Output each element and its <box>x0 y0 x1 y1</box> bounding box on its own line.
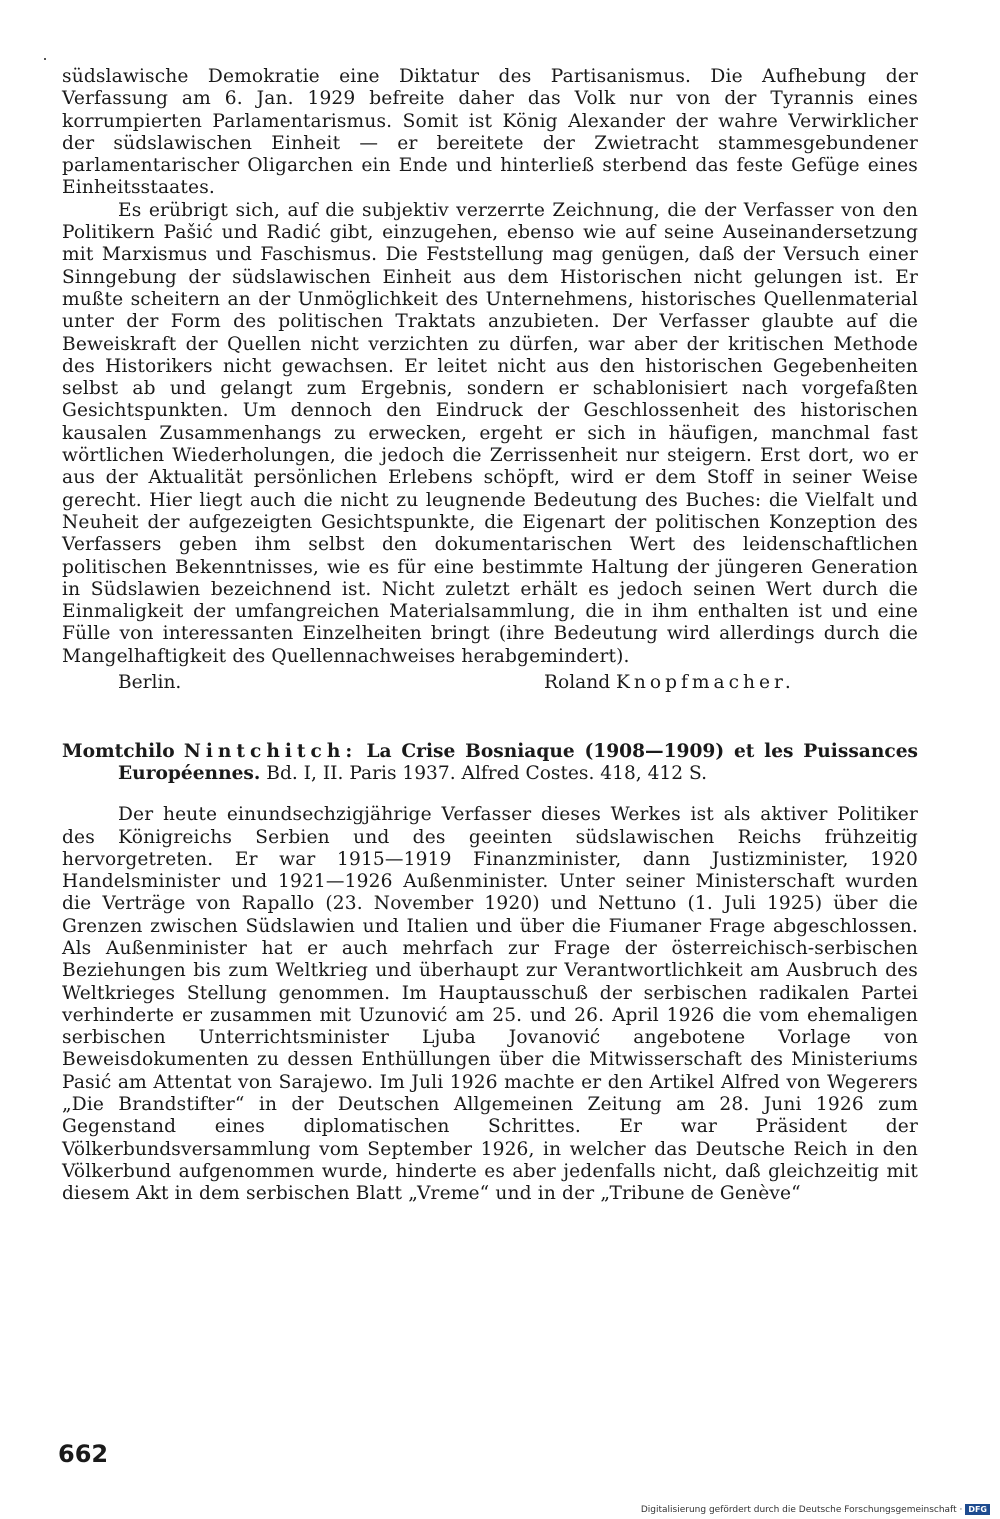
page-content <box>62 66 918 1206</box>
review1-paragraph-2: Es erübrigt sich, auf die subjektiv verzerrte Zeichnung, die der Verfasser von den Politikern Pašić und Radić gibt, einzugehen, ebenso wie auf seine Auseinandersetzung mit Marxismus und Faschismus. Die Feststellung mag genügen, daß der Versuch einer Sinngebung der südslawischen Einheit aus dem Historischen nicht gelungen ist. Er mußte scheitern an der Unmöglichkeit des Unternehmens, historisches Quellenmaterial unter der Form des politischen Traktats anzubieten. Der Verfasser glaubte auf die Beweiskraft der Quellen nicht verzichten zu dürfen, war aber der kritischen Methode des Historikers nicht gewachsen. Er leitet nicht aus den historischen Gegebenheiten selbst ab und gelangt zum Ergebnis, sondern er schablonisiert nach vorgefaßten Gesichtspunkten. Um dennoch den Eindruck der Geschlossenheit des historischen kausalen Zusammenhangs zu erwecken, ergeht er sich in häufigen, manchmal fast wörtlichen Wiederholungen, die jedoch die Zerrissenheit nur steigern. Erst dort, wo er aus der Aktualität persönlichen Erlebens schöpft, wird er dem Stoff in seiner Weise gerecht. Hier liegt auch die nicht zu leugnende Bedeutung des Buches: die Vielfalt und Neuheit der aufgezeigten Gesichtspunkte, die Eigenart der politischen Konzeption des Verfassers geben ihm selbst den dokumentarischen Wert des leidenschaftlichen politischen Bekenntnisses, wie es für eine bestimmte Haltung der jüngeren Generation in Südslawien bezeichnend ist. Nicht zuletzt erhält es jedoch seinen Wert durch die Einmaligkeit der umfangreichen Materialsammlung, die in ihm enthalten ist und eine Fülle von interessanten Einzelheiten bringt (ihre Bedeutung wird allerdings durch die Mangelhaftigkeit des Quellennachweises herabgemindert). <box>62 199 918 667</box>
reviewer-first-name: Roland <box>544 672 611 694</box>
book-author: Momtchilo <box>62 741 175 763</box>
book-author-surname: Nintchitch: <box>183 741 358 763</box>
book-title: La Crise Bosniaque (1908—1909) et les Puissances Européennes. <box>118 741 918 785</box>
review2-heading <box>62 741 918 786</box>
reviewer-last-name: Knopfmacher. <box>616 672 795 694</box>
review1-signature <box>62 668 918 698</box>
scan-speck <box>44 58 46 60</box>
review2-paragraph-1: Der heute einundsechzigjährige Verfasser dieses Werkes ist als aktiver Politiker des Königreichs Serbien und des geeinten südslawischen Reichs frühzeitig hervorgetreten. Er war 1915—1919 Finanzminister, dann Justizminister, 1920 Handelsminister und 1921—1926 Außenminister. Unter seiner Ministerschaft wurden die Verträge von Rapallo (23. November 1920) und Nettuno (1. Juli 1925) über die Grenzen zwischen Südslawien und Italien und über die Fiumaner Frage abgeschlossen. Als Außenminister hat er auch mehrfach zur Frage der österreichisch-serbischen Beziehungen bis zum Weltkrieg und überhaupt zur Verantwortlichkeit am Ausbruch des Weltkrieges Stellung genommen. Im Hauptausschuß der serbischen radikalen Partei verhinderte er zusammen mit Uzunović am 25. und 26. April 1926 die vom ehemaligen serbischen Unterrichtsminister Ljuba Jovanović angebotene Vorlage von Beweisdokumenten zu dessen Enthüllungen über die Mitwisserschaft des Ministeriums Pasić am Attentat von Sarajewo. Im Juli 1926 machte er den Artikel Alfred von Wegerers „Die Brandstifter“ in der Deutschen Allgemeinen Zeitung am 28. Juni 1926 zum Gegenstand eines diplomatischen Schrittes. Er war Präsident der Völkerbundsversammlung vom September 1926, in welcher das Deutsche Reich in den Völkerbund aufgenommen wurde, hinderte es aber jedenfalls nicht, daß gleichzeitig mit diesem Akt in dem serbischen Blatt „Vreme“ und in der „Tribune de Genève“ <box>62 804 918 1205</box>
review1-paragraph-1: südslawische Demokratie eine Diktatur des Partisanismus. Die Aufhebung der Verfassung am 6. Jan. 1929 befreite daher das Volk nur von der Tyrannis eines korrumpierten Parlamentarismus. Somit ist König Alexander der wahre Verwirklicher der südslawischen Einheit — er bereitete der Zwietracht stammesgebundener parlamentarischer Oligarchen ein Ende und hinterließ sterbend das feste Gefüge eines Einheitsstaates. <box>62 66 918 199</box>
signature-place: Berlin. <box>118 672 182 694</box>
footer-text: Digitalisierung gefördert durch die Deutsche Forschungsgemeinschaft · <box>640 1504 963 1515</box>
digitization-footer <box>641 1504 990 1515</box>
page-number: 662 <box>58 1440 109 1468</box>
dfg-logo: DFG <box>965 1504 990 1515</box>
signature-reviewer <box>544 668 795 698</box>
book-publication: Bd. I, II. Paris 1937. Alfred Costes. 418, 412 S. <box>266 763 707 785</box>
